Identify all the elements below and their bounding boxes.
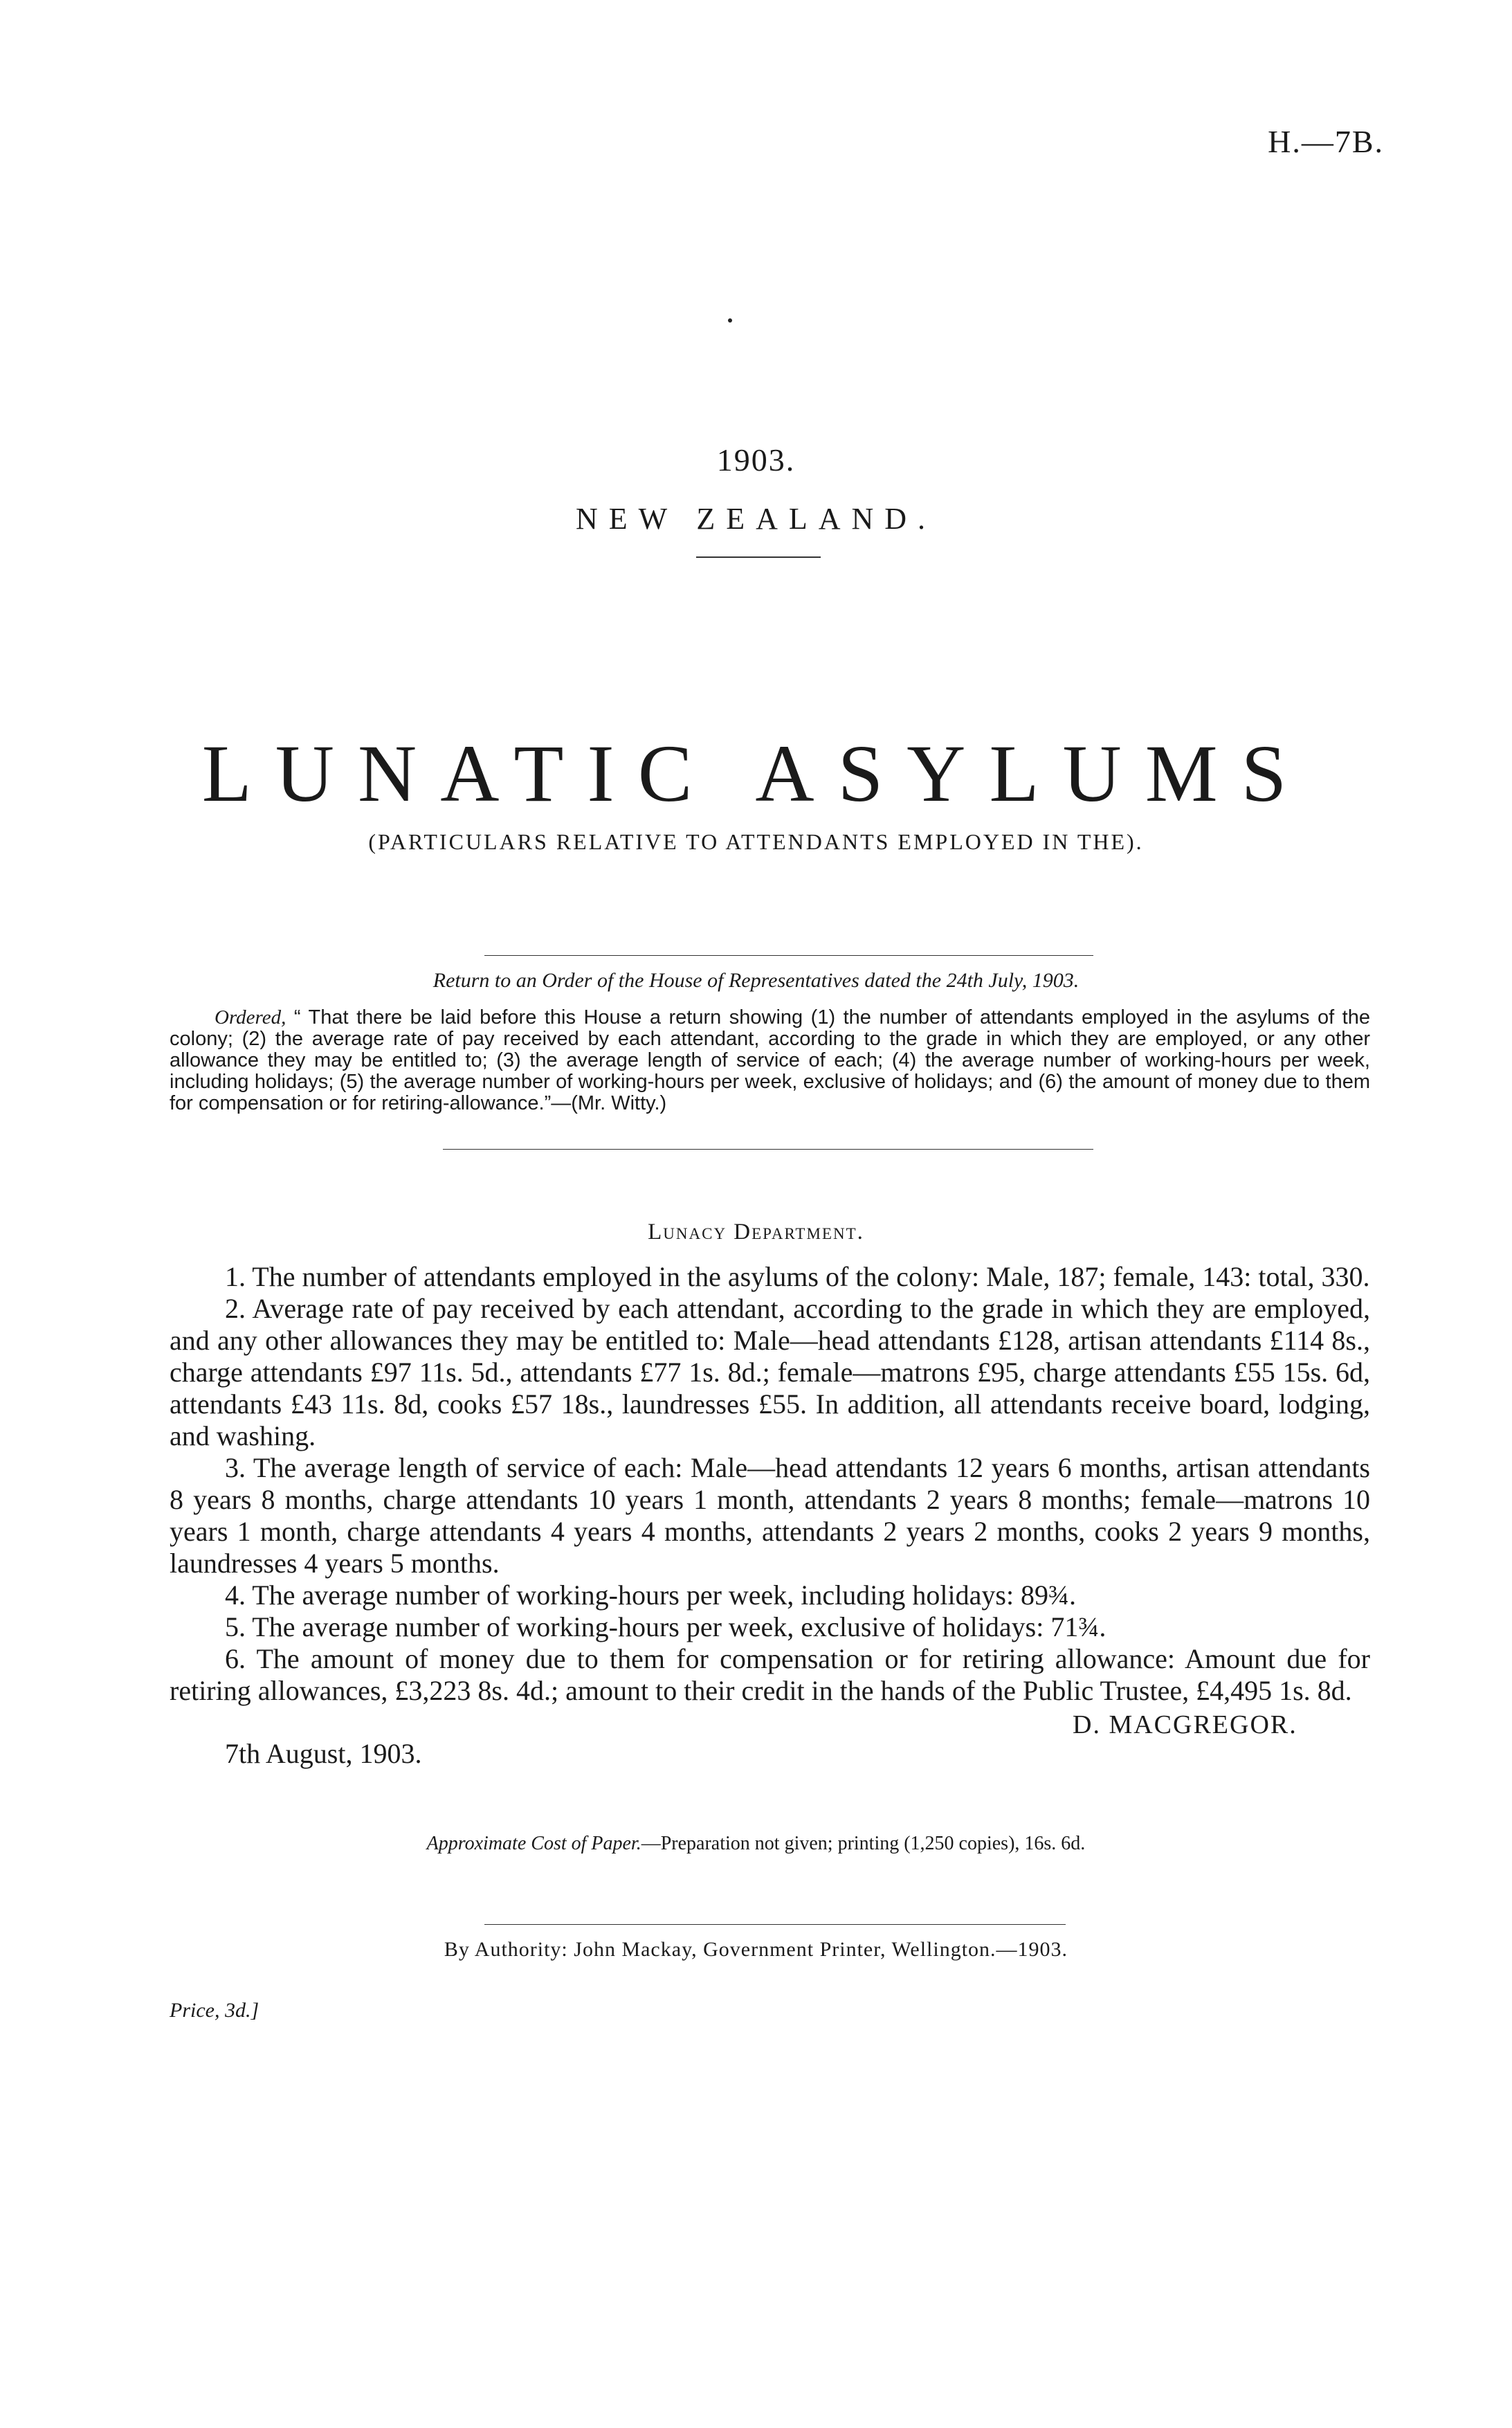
order-text <box>170 1007 1370 1114</box>
paragraph-hours-including-holidays: 4. The average number of working-hours per week, including holidays: 89¾. <box>225 1579 1077 1611</box>
printer-mark <box>728 318 732 323</box>
cost-text: —Preparation not given; printing (1,250 copies), 16s. 6d. <box>641 1833 1086 1854</box>
paragraph-rate-of-pay: 2. Average rate of pay received by each attendant, according to the grade in which they are employed, and any other allowances they may be entitled to: Male—head attendants £128, artisan attendants £114 8s., charge attendants £97 11s. 5d., attendants £77 1s. 8d.; female—matrons £95, charge attendants £55 15s. 6d, attendants £43 11s. 8d, cooks £57 18s., laundresses £55. In addition, all attendants receive board, lodging, and washing. <box>170 1293 1370 1451</box>
divider <box>484 1924 1066 1925</box>
document-reference: H.—7B. <box>1268 124 1384 159</box>
order-label: Ordered, <box>215 1006 286 1029</box>
printer-authority: By Authority: John Mackay, Government Printer, Wellington.—1903. <box>444 1938 1068 1961</box>
order-body: “ That there be laid before this House a return showing (1) the number of attendants employed in the asylums of the colony; (2) the average rate of pay received by each attendant, according to the grade in which they are employed, or any other allowance they may be entitled to; (3) the average length of service of each; (4) the average number of working-hours per week, including holidays; (5) the average number of working-hours per week, exclusive of holidays; and (6) the amount of money due to them for compensation or for retiring-allowance.”—(Mr. Witty.) <box>170 1006 1370 1114</box>
paragraph-compensation: 6. The amount of money due to them for compensation or for retiring allowance: Amount due for retiring allowances, £3,223 8s. 4d.; amount to their credit in the hands of the Public Trustee, £4,495 1s. 8d. <box>170 1643 1370 1706</box>
department-heading: Lunacy Department. <box>648 1220 864 1244</box>
document-date: 7th August, 1903. <box>225 1738 422 1769</box>
signature: D. MACGREGOR. <box>1073 1710 1297 1739</box>
document-year: 1903. <box>716 442 796 478</box>
paragraph-hours-exclusive-holidays: 5. The average number of working-hours per week, exclusive of holidays: 71¾. <box>225 1611 1106 1642</box>
paragraph-length-of-service: 3. The average length of service of each: Male—head attendants 12 years 6 months, artisan attendants 8 years 8 months, charge attendants 10 years 1 month, attendants 2 years 8 months; female—matrons 10 years 1 month, charge attendants 4 years 4 months, attendants 2 years 2 months, cooks 2 years 9 months, laundresses 4 years 5 months. <box>170 1452 1370 1579</box>
page-title: LUNATIC ASYLUMS <box>201 728 1311 819</box>
paragraph-attendant-count: 1. The number of attendants employed in the asylums of the colony: Male, 187; female, 143: total, 330. <box>225 1261 1370 1292</box>
divider <box>443 1149 1093 1150</box>
return-body <box>170 1261 1370 1707</box>
order-heading: Return to an Order of the House of Representatives dated the 24th July, 1903. <box>432 969 1080 992</box>
cost-label: Approximate Cost of Paper. <box>426 1833 641 1854</box>
divider <box>696 556 821 558</box>
page-subtitle: (PARTICULARS RELATIVE TO ATTENDANTS EMPLOYED IN THE). <box>368 829 1144 854</box>
divider <box>484 955 1093 956</box>
price: Price, 3d.] <box>170 1999 259 2022</box>
country-heading: NEW ZEALAND. <box>575 502 937 536</box>
cost-of-paper <box>0 1833 1512 1855</box>
